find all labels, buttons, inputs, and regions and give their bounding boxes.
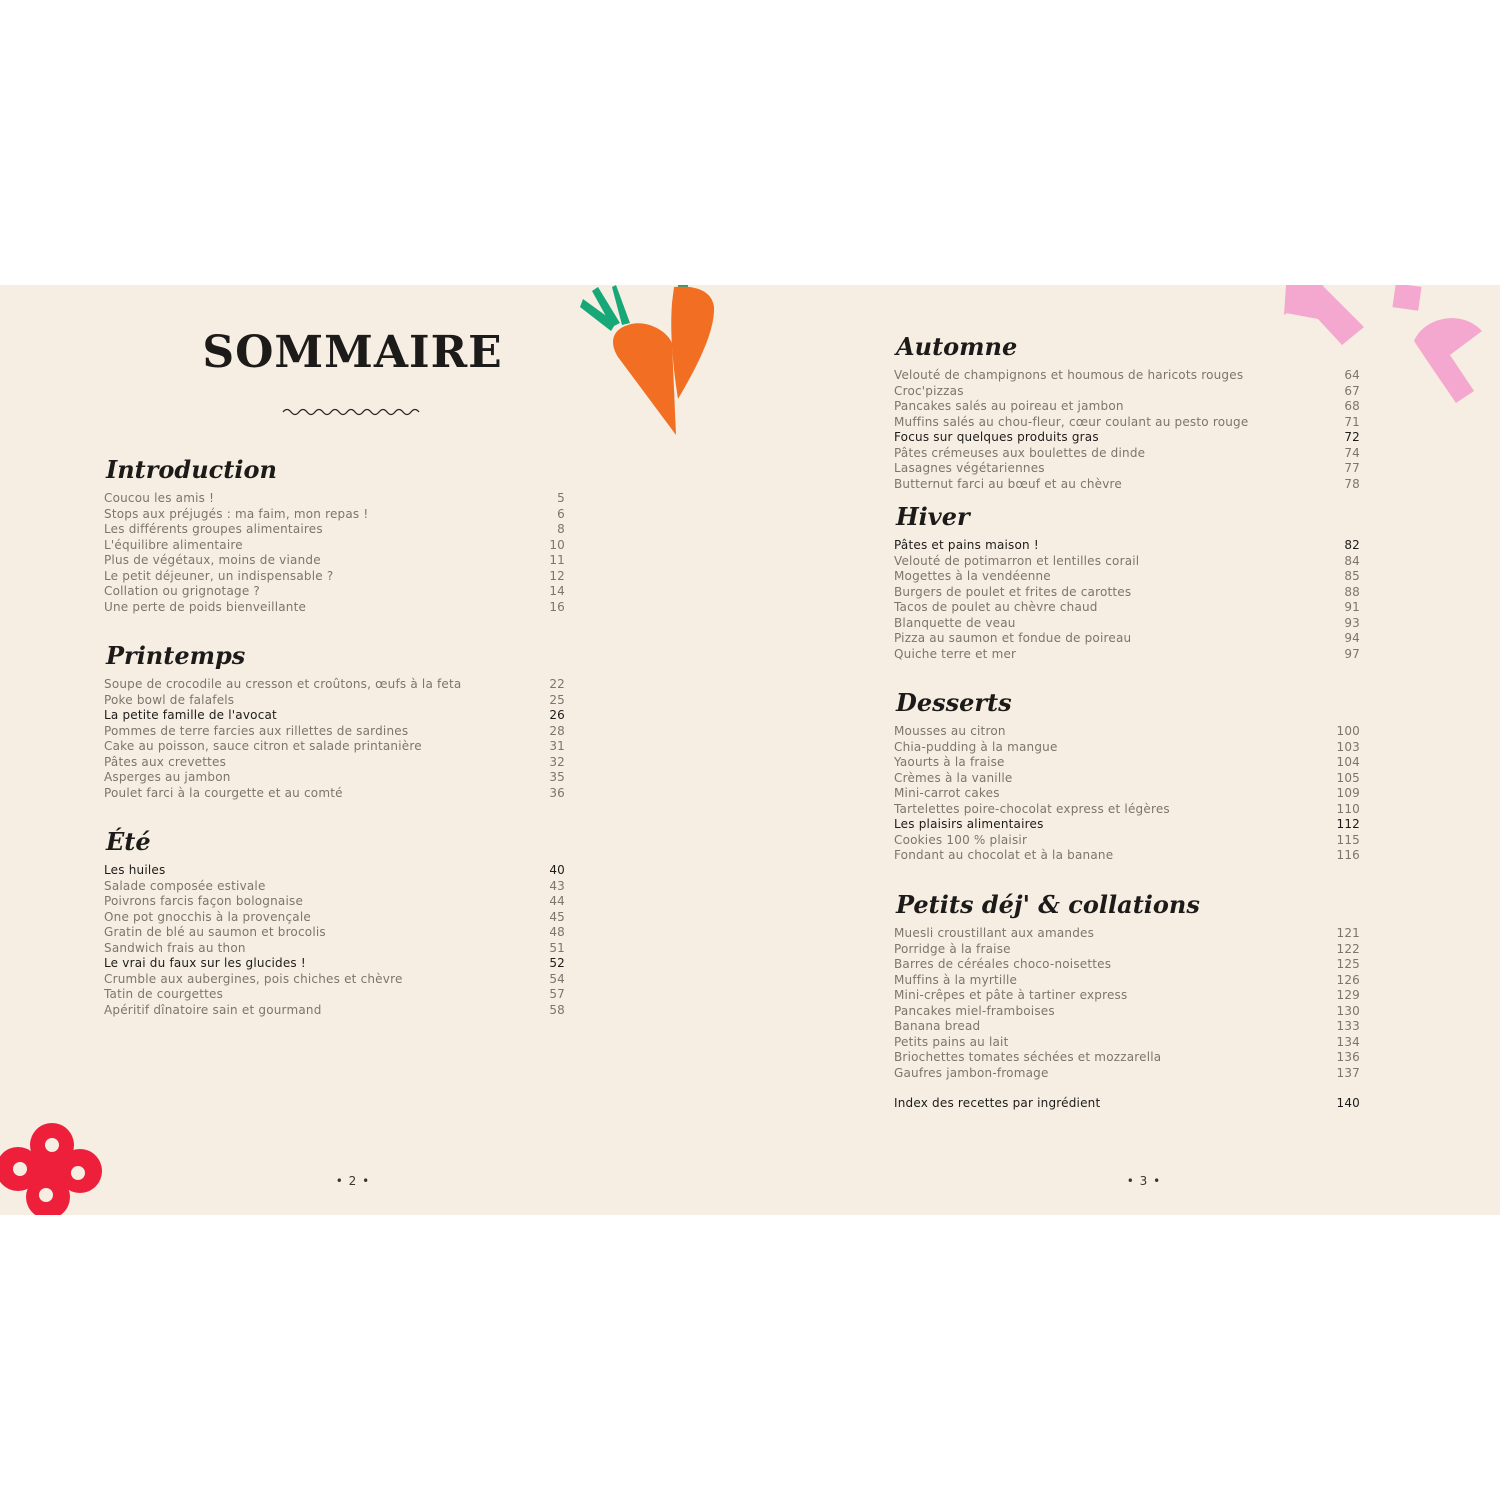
section-title: Été — [106, 827, 151, 856]
entry-page-number: 32 — [549, 754, 565, 769]
toc-entry[interactable] — [104, 522, 565, 538]
index-entry-row — [894, 1096, 1360, 1112]
entry-page-number: 126 — [1336, 972, 1360, 987]
entry-page-number: 36 — [549, 785, 565, 800]
toc-entry[interactable] — [104, 987, 565, 1003]
toc-entry[interactable] — [104, 553, 565, 569]
entry-page-number: 115 — [1336, 832, 1360, 847]
entry-list — [104, 677, 565, 801]
toc-entry[interactable] — [894, 817, 1360, 833]
entry-label: La petite famille de l'avocat — [104, 708, 277, 722]
toc-entry[interactable] — [894, 461, 1360, 477]
entry-label: Quiche terre et mer — [894, 646, 1017, 661]
entry-page-number: 136 — [1336, 1050, 1360, 1064]
entry-label: Poulet farci à la courgette et au comté — [104, 785, 343, 800]
toc-entry[interactable] — [104, 569, 565, 585]
toc-entry[interactable] — [894, 430, 1360, 446]
section-title: Printemps — [106, 641, 246, 670]
entry-label: Tatin de courgettes — [104, 987, 224, 1001]
entry-page-number: 97 — [1344, 646, 1360, 661]
toc-section — [104, 827, 565, 1018]
entry-label: Crèmes à la vanille — [894, 770, 1013, 785]
entry-page-number: 94 — [1344, 631, 1360, 645]
toc-entry[interactable] — [104, 755, 565, 771]
entry-page-number: 16 — [549, 599, 565, 614]
toc-entry[interactable] — [894, 973, 1360, 989]
entry-page-number: 116 — [1336, 848, 1360, 862]
carrot-icon — [578, 285, 723, 437]
toc-entry[interactable] — [894, 585, 1360, 601]
toc-entry[interactable] — [104, 739, 565, 755]
entry-page-number: 12 — [549, 568, 565, 583]
entry-page-number: 54 — [549, 971, 565, 986]
entry-label: Pâtes et pains maison ! — [894, 538, 1039, 552]
entry-label: One pot gnocchis à la provençale — [104, 909, 311, 924]
entry-page-number: 125 — [1336, 957, 1360, 971]
toc-entry[interactable] — [894, 616, 1360, 632]
entry-label: Asperges au jambon — [104, 770, 231, 784]
entry-page-number: 88 — [1344, 584, 1360, 599]
entry-page-number: 91 — [1344, 600, 1360, 614]
entry-page-number: 109 — [1336, 786, 1360, 800]
toc-entry[interactable] — [894, 755, 1360, 771]
book-spread — [0, 285, 1500, 1215]
entry-page-number: 57 — [549, 987, 565, 1001]
entry-page-number: 10 — [549, 537, 565, 552]
entry-label: Mini-carrot cakes — [894, 786, 1000, 800]
toc-entry[interactable] — [104, 956, 565, 972]
entry-label: Plus de végétaux, moins de viande — [104, 553, 321, 567]
toc-entry[interactable] — [894, 569, 1360, 585]
entry-page-number: 121 — [1336, 926, 1360, 940]
toc-entry[interactable] — [894, 786, 1360, 802]
entry-page-number: 103 — [1336, 739, 1360, 754]
entry-label: Pâtes crémeuses aux boulettes de dinde — [894, 445, 1146, 460]
entry-label: Pancakes miel-framboises — [894, 1003, 1055, 1018]
entry-label: Muffins salés au chou-fleur, cœur coulant au pesto rouge — [894, 414, 1249, 429]
entry-page-number: 85 — [1344, 569, 1360, 583]
entry-label: Briochettes tomates séchées et mozzarella — [894, 1050, 1162, 1064]
entry-label: Pizza au saumon et fondue de poireau — [894, 631, 1132, 645]
toc-entry[interactable] — [894, 368, 1360, 384]
entry-page-number: 100 — [1336, 724, 1360, 738]
entry-list — [104, 863, 565, 1018]
entry-label: Soupe de crocodile au cresson et croûtons, œufs à la feta — [104, 677, 462, 691]
entry-page-number: 28 — [549, 723, 565, 738]
toc-entry[interactable] — [894, 848, 1360, 864]
entry-label: Les plaisirs alimentaires — [894, 817, 1044, 831]
entry-label: Les huiles — [104, 863, 166, 877]
entry-label: Mogettes à la vendéenne — [894, 569, 1051, 583]
section-title: Desserts — [896, 688, 1012, 717]
toc-entry[interactable] — [894, 833, 1360, 849]
toc-entry[interactable] — [104, 724, 565, 740]
toc-entry[interactable] — [894, 724, 1360, 740]
entry-label: Sandwich frais au thon — [104, 940, 246, 955]
toc-entry[interactable] — [894, 415, 1360, 431]
entry-label: Pommes de terre farcies aux rillettes de sardines — [104, 723, 409, 738]
entry-page-number: 22 — [549, 677, 565, 691]
entry-page-number: 11 — [549, 553, 565, 567]
entry-label: Petits pains au lait — [894, 1034, 1009, 1049]
toc-entry[interactable] — [894, 399, 1360, 415]
toc-entry[interactable] — [894, 926, 1360, 942]
entry-label: Poke bowl de falafels — [104, 692, 235, 707]
toc-entry[interactable] — [104, 1003, 565, 1019]
entry-page-number: 31 — [549, 739, 565, 753]
toc-entry[interactable] — [104, 708, 565, 724]
page-number-left: • 2 • — [335, 1174, 371, 1188]
index-entry[interactable] — [894, 1096, 1360, 1112]
entry-page-number: 77 — [1344, 461, 1360, 475]
toc-entry[interactable] — [104, 584, 565, 600]
entry-label: Pancakes salés au poireau et jambon — [894, 399, 1124, 413]
entry-label: Porridge à la fraise — [894, 941, 1011, 956]
toc-entry[interactable] — [104, 879, 565, 895]
toc-entry[interactable] — [894, 802, 1360, 818]
toc-entry[interactable] — [894, 957, 1360, 973]
entry-label: Crumble aux aubergines, pois chiches et chèvre — [104, 971, 403, 986]
entry-label: Gaufres jambon-fromage — [894, 1065, 1049, 1080]
entry-label: Gratin de blé au saumon et brocolis — [104, 925, 326, 939]
entry-list — [894, 538, 1360, 662]
entry-label: Poivrons farcis façon bolognaise — [104, 894, 304, 908]
entry-page-number: 25 — [549, 692, 565, 707]
entry-page-number: 112 — [1336, 817, 1360, 831]
entry-label: Croc'pizzas — [894, 383, 964, 398]
entry-label: Cookies 100 % plaisir — [894, 832, 1028, 847]
entry-label: Mousses au citron — [894, 724, 1006, 738]
toc-section — [894, 688, 1360, 864]
entry-page-number: 43 — [549, 878, 565, 893]
entry-page-number: 133 — [1336, 1019, 1360, 1033]
entry-label: Les différents groupes alimentaires — [104, 522, 323, 536]
entry-page-number: 72 — [1344, 430, 1360, 444]
entry-label: Apéritif dînatoire sain et gourmand — [104, 1002, 322, 1017]
entry-label: Blanquette de veau — [894, 615, 1016, 630]
entry-page-number: 130 — [1336, 1003, 1360, 1018]
toc-entry[interactable] — [104, 677, 565, 693]
toc-entry[interactable] — [104, 894, 565, 910]
entry-page-number: 58 — [549, 1002, 565, 1017]
entry-page-number: 71 — [1344, 414, 1360, 429]
entry-page-number: 14 — [549, 584, 565, 598]
entry-label: Muesli croustillant aux amandes — [894, 926, 1095, 940]
toc-entry[interactable] — [894, 771, 1360, 787]
entry-page-number: 67 — [1344, 383, 1360, 398]
toc-entry[interactable] — [894, 740, 1360, 756]
section-title: Introduction — [106, 455, 277, 484]
entry-label: Banana bread — [894, 1019, 981, 1033]
flower-icon — [0, 1115, 110, 1215]
toc-entry[interactable] — [894, 1066, 1360, 1082]
entry-label: Lasagnes végétariennes — [894, 461, 1045, 475]
entry-page-number: 104 — [1336, 755, 1360, 769]
toc-entry[interactable] — [104, 863, 565, 879]
entry-label: Chia-pudding à la mangue — [894, 739, 1058, 754]
entry-label: Mini-crêpes et pâte à tartiner express — [894, 988, 1128, 1002]
toc-entry[interactable] — [104, 538, 565, 554]
entry-label: Velouté de potimarron et lentilles corail — [894, 553, 1140, 568]
toc-entry[interactable] — [894, 631, 1360, 647]
entry-label: Coucou les amis ! — [104, 491, 215, 505]
toc-entry[interactable] — [104, 925, 565, 941]
toc-entry[interactable] — [104, 941, 565, 957]
toc-entry[interactable] — [104, 491, 565, 507]
toc-section — [894, 890, 1360, 1081]
toc-entry[interactable] — [104, 910, 565, 926]
toc-entry[interactable] — [104, 507, 565, 523]
entry-label: Tartelettes poire-chocolat express et légères — [894, 801, 1170, 816]
entry-page-number: 52 — [549, 956, 565, 970]
toc-section — [894, 332, 1360, 492]
entry-page-number: 51 — [549, 940, 565, 955]
entry-label: Yaourts à la fraise — [894, 755, 1005, 769]
entry-label: Salade composée estivale — [104, 878, 266, 893]
index-label: Index des recettes par ingrédient — [894, 1096, 1101, 1110]
toc-entry[interactable] — [894, 988, 1360, 1004]
entry-page-number: 137 — [1336, 1065, 1360, 1080]
toc-entry[interactable] — [894, 538, 1360, 554]
entry-label: Barres de céréales choco-noisettes — [894, 957, 1112, 971]
toc-entry[interactable] — [894, 600, 1360, 616]
entry-page-number: 8 — [557, 522, 565, 536]
entry-page-number: 93 — [1344, 615, 1360, 630]
entry-page-number: 84 — [1344, 553, 1360, 568]
toc-entry[interactable] — [104, 786, 565, 802]
index-page-number: 140 — [1336, 1096, 1360, 1110]
entry-label: Velouté de champignons et houmous de haricots rouges — [894, 368, 1244, 382]
toc-entry[interactable] — [104, 972, 565, 988]
entry-page-number: 129 — [1336, 988, 1360, 1002]
section-title: Automne — [896, 332, 1018, 361]
entry-label: Cake au poisson, sauce citron et salade printanière — [104, 739, 422, 753]
toc-entry[interactable] — [894, 1050, 1360, 1066]
page-title: SOMMAIRE — [202, 327, 503, 378]
toc-entry[interactable] — [894, 554, 1360, 570]
toc-entry[interactable] — [104, 693, 565, 709]
toc-entry[interactable] — [894, 477, 1360, 493]
section-title: Hiver — [896, 502, 970, 531]
entry-page-number: 68 — [1344, 399, 1360, 413]
entry-label: Tacos de poulet au chèvre chaud — [894, 600, 1098, 614]
section-title: Petits déj' & collations — [896, 890, 1200, 919]
entry-label: L'équilibre alimentaire — [104, 537, 243, 552]
toc-entry[interactable] — [894, 446, 1360, 462]
entry-label: Collation ou grignotage ? — [104, 584, 260, 598]
entry-page-number: 40 — [549, 863, 565, 877]
entry-label: Pâtes aux crevettes — [104, 754, 227, 769]
entry-list — [104, 491, 565, 615]
entry-label: Burgers de poulet et frites de carottes — [894, 584, 1132, 599]
toc-entry[interactable] — [894, 384, 1360, 400]
entry-list — [894, 926, 1360, 1081]
toc-entry[interactable] — [894, 1035, 1360, 1051]
entry-label: Fondant au chocolat et à la banane — [894, 848, 1114, 862]
wave-divider — [282, 407, 425, 417]
entry-list — [894, 368, 1360, 492]
entry-label: Muffins à la myrtille — [894, 972, 1018, 987]
entry-label: Le vrai du faux sur les glucides ! — [104, 956, 306, 970]
toc-section — [894, 502, 1360, 662]
entry-page-number: 35 — [549, 770, 565, 784]
toc-entry[interactable] — [104, 600, 565, 616]
toc-entry[interactable] — [104, 770, 565, 786]
entry-page-number: 110 — [1336, 801, 1360, 816]
entry-label: Une perte de poids bienveillante — [104, 599, 307, 614]
entry-label: Stops aux préjugés : ma faim, mon repas ! — [104, 506, 369, 521]
entry-label: Focus sur quelques produits gras — [894, 430, 1099, 444]
entry-page-number: 105 — [1336, 770, 1360, 785]
toc-section — [104, 641, 565, 801]
entry-list — [894, 724, 1360, 864]
page-number-right: • 3 • — [1126, 1174, 1162, 1188]
entry-page-number: 6 — [557, 506, 565, 521]
toc-entry[interactable] — [894, 647, 1360, 663]
entry-label: Butternut farci au bœuf et au chèvre — [894, 476, 1123, 491]
entry-page-number: 78 — [1344, 476, 1360, 491]
toc-entry[interactable] — [894, 1019, 1360, 1035]
entry-page-number: 82 — [1344, 538, 1360, 552]
entry-page-number: 45 — [549, 909, 565, 924]
toc-entry[interactable] — [894, 942, 1360, 958]
entry-page-number: 64 — [1344, 368, 1360, 382]
entry-label: Le petit déjeuner, un indispensable ? — [104, 568, 334, 583]
toc-entry[interactable] — [894, 1004, 1360, 1020]
entry-page-number: 5 — [557, 491, 565, 505]
toc-section — [104, 455, 565, 615]
entry-page-number: 26 — [549, 708, 565, 722]
entry-page-number: 74 — [1344, 445, 1360, 460]
entry-page-number: 44 — [549, 894, 565, 908]
entry-page-number: 134 — [1336, 1034, 1360, 1049]
entry-page-number: 122 — [1336, 941, 1360, 956]
entry-page-number: 48 — [549, 925, 565, 939]
